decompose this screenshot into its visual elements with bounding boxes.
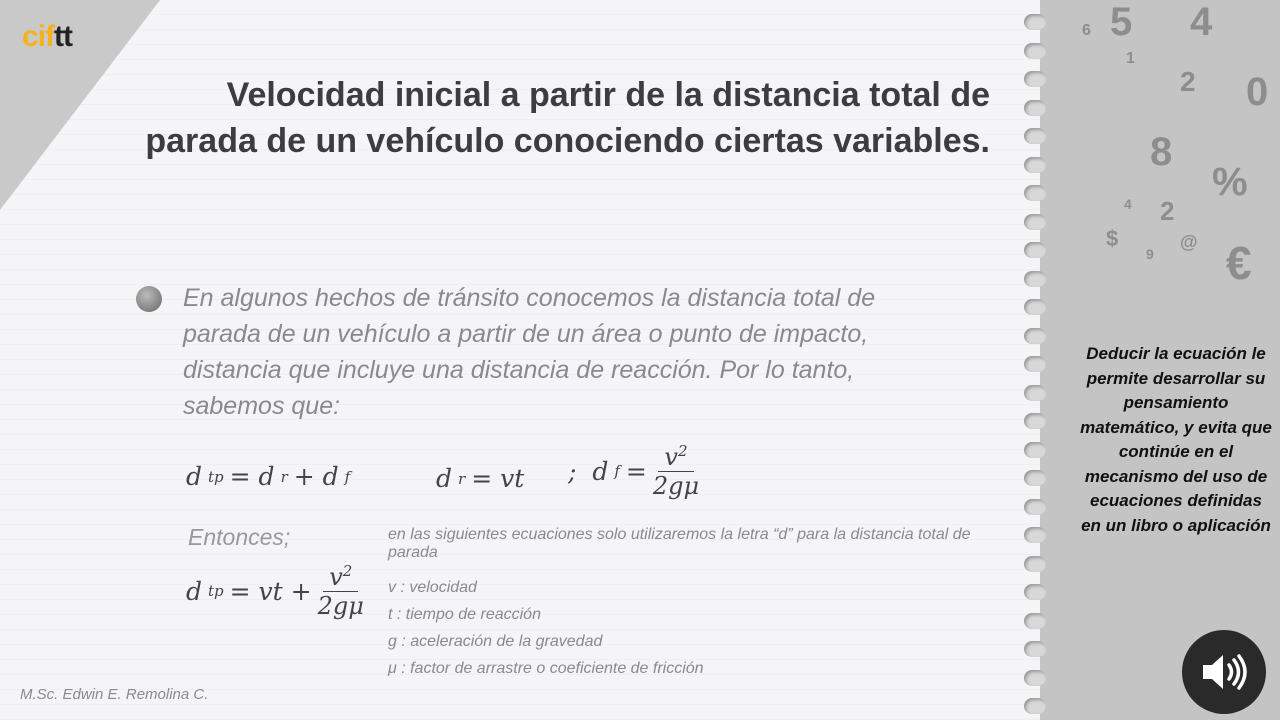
side-message: Deducir la ecuación le permite desarrollar su pensamiento matemático, y evita que continúe en el mecanismo del uso de ecuaciones definidas en un libro o aplicación <box>1080 344 1272 535</box>
decor-symbol: @ <box>1180 232 1198 252</box>
hole <box>1024 698 1046 714</box>
hole <box>1024 385 1046 401</box>
hole <box>1024 299 1046 315</box>
decor-symbol: % <box>1212 160 1248 204</box>
note-text: en las siguientes ecuaciones solo utilizaremos la letra “d” para la distancia total de parada <box>388 526 971 561</box>
decor-symbol: 0 <box>1246 70 1269 114</box>
hole <box>1024 14 1046 30</box>
hole <box>1024 271 1046 287</box>
intro-paragraph: En algunos hechos de tránsito conocemos la distancia total de parada de un vehículo a partir de un área o punto de impacto, distancia que incluye una distancia de reacción. Por lo tanto, sabemos que: <box>183 284 876 420</box>
decor-symbol: $ <box>1106 226 1119 251</box>
variable-definition: g : aceleración de la gravedad <box>388 633 603 650</box>
decor-symbol: 6 <box>1082 22 1091 39</box>
equation-reaction-distance: d r = vt <box>436 464 525 493</box>
decor-symbol: 2 <box>1160 196 1175 226</box>
hole <box>1024 527 1046 543</box>
equation-combined: d tp = vt + $\frac{v^2}{2g\mu}$ <box>186 562 364 620</box>
decor-symbol: 4 <box>1124 196 1132 212</box>
decor-symbol: € <box>1226 237 1252 289</box>
variable-definition: v : velocidad <box>388 579 477 596</box>
audio-button[interactable] <box>1182 630 1266 714</box>
hole <box>1024 128 1046 144</box>
variable-definition: t : tiempo de reacción <box>388 606 541 623</box>
hole <box>1024 43 1046 59</box>
hole <box>1024 641 1046 657</box>
author-credit: M.Sc. Edwin E. Remolina C. <box>20 686 209 703</box>
hole <box>1024 157 1046 173</box>
hole <box>1024 499 1046 515</box>
hole <box>1024 71 1046 87</box>
hole <box>1024 670 1046 686</box>
hole <box>1024 328 1046 344</box>
decor-symbol: 2 <box>1180 66 1196 97</box>
hole <box>1024 584 1046 600</box>
decor-symbol: 4 <box>1190 0 1213 44</box>
bullet-icon <box>136 286 162 312</box>
decor-symbol: 1 <box>1126 50 1135 67</box>
hole <box>1024 356 1046 372</box>
hole <box>1024 613 1046 629</box>
hole <box>1024 185 1046 201</box>
decor-symbol: 8 <box>1150 130 1173 174</box>
speaker-icon <box>1201 652 1247 692</box>
hole <box>1024 413 1046 429</box>
hole <box>1024 214 1046 230</box>
hole <box>1024 442 1046 458</box>
decor-symbol: 9 <box>1146 246 1154 262</box>
decor-symbol: 5 <box>1110 0 1133 44</box>
hole <box>1024 242 1046 258</box>
hole <box>1024 556 1046 572</box>
entonces-label: Entonces; <box>188 524 291 550</box>
hole <box>1024 100 1046 116</box>
slide-title: Velocidad inicial a partir de la distancia total de parada de un vehículo conociendo ciertas variables. <box>145 76 990 160</box>
equation-total-distance: d tp = d r + d f <box>186 462 351 491</box>
equation-braking-distance: ; d f = $\frac{v^2}{2g\mu}$ <box>568 442 700 500</box>
notebook-holes <box>1024 0 1054 720</box>
hole <box>1024 470 1046 486</box>
cift-logo: ciftt <box>22 20 72 53</box>
variable-definition: μ : factor de arrastre o coeficiente de fricción <box>388 660 704 677</box>
